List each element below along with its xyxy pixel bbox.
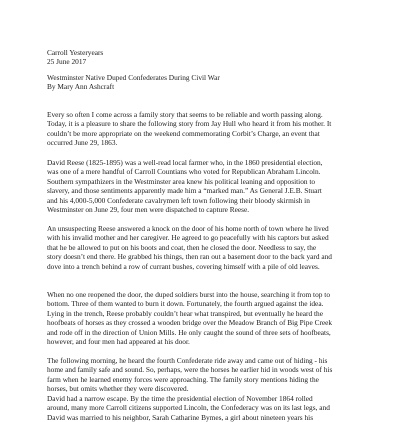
publication-name: Carroll Yesteryears <box>47 48 104 57</box>
paragraph-line: and rode off in the direction of Union Mills. He only caught the sound of three sets of hoofbeats, <box>47 327 331 337</box>
paragraph-line: David Reese (1825-1895) was a well-read local farmer who, in the 1860 presidential election, <box>47 158 323 167</box>
paragraph-line: was one of a mere handful of Carroll Countians who voted for Republican Abraham Lincoln. <box>47 167 321 177</box>
paragraph-line: When no one reopened the door, the duped soldiers burst into the house, searching it from top to <box>47 290 330 299</box>
paragraph-line: that he be allowed to put on his boots and coat, then he closed the door. Needless to say, the <box>47 242 317 252</box>
paragraph-line: hoofbeats of horses as they crossed a wooden bridge over the Meadow Branch of Big Pipe Creek <box>47 318 333 328</box>
publication-date: 25 June 2017 <box>47 57 87 67</box>
paragraph <box>47 224 363 271</box>
article-heading <box>47 73 363 92</box>
paragraph-line: couldn’t be more appropriate on the weekend commemorating Corbit’s Charge, an event that <box>47 128 320 138</box>
paragraph-line: Lying in the trench, Reese probably couldn’t hear what transpired, but eventually he heard the <box>47 308 323 318</box>
paragraph-line: horses, but omits whether they were discovered. <box>47 384 189 394</box>
paragraph-line: David had a narrow escape. By the time the presidential election of November 1864 rolled <box>47 394 313 403</box>
paragraph-line: Southern sympathizers in the Westminster area knew his political leaning and opposition to <box>47 176 316 186</box>
paragraph <box>47 356 363 394</box>
paragraph-line: slavery, and those sentiments apparently made him a “marked man.” As General J.E.B. Stuart <box>47 186 322 196</box>
paragraph <box>47 290 363 346</box>
paragraph-line: story doesn’t end there. He grabbed his things, then ran out a basement door to the back yard and <box>47 252 332 262</box>
paragraph-line: with his invalid mother and her caregiver. He agreed to go peacefully with his captors but asked <box>47 233 329 243</box>
paragraph-line: occurred June 29, 1863. <box>47 138 118 148</box>
paragraph-line: David was married to his neighbor, Sarah Catharine Bymes, a girl about nineteen years his <box>47 412 314 422</box>
paragraph <box>47 158 363 214</box>
document-header <box>47 48 363 67</box>
paragraph-line: The following morning, he heard the fourth Confederate ride away and came out of hiding - his <box>47 356 328 365</box>
paragraph-line: Westminster on June 29, four men were dispatched to capture Reese. <box>47 205 250 215</box>
paragraph <box>47 110 363 148</box>
paragraph-line: however, and four men had appeared at his door. <box>47 337 190 347</box>
article-byline: By Mary Ann Ashcraft <box>47 82 115 92</box>
paragraph-line: bottom. Three of them wanted to burn it down. Fortunately, the fourth argued against the idea. <box>47 299 324 309</box>
paragraph-line: and his 4,000-5,000 Confederate cavalrymen left town following their bloody skirmish in <box>47 195 310 205</box>
paragraph-line: farm when he learned enemy forces were approaching. The family story mentions hiding the <box>47 374 319 384</box>
article-title: Westminster Native Duped Confederates During Civil War <box>47 73 220 82</box>
paragraph <box>47 394 363 422</box>
paragraph-line: home and family safe and sound. So, perhaps, were the horses he earlier hid in woods west of his <box>47 365 333 375</box>
paragraph-line: Every so often I come across a family story that seems to be reliable and worth passing along. <box>47 110 323 119</box>
paragraph-line: Today, it is a pleasure to share the following story from Jay Hull who heard it from his mother. It <box>47 119 332 129</box>
paragraph-line: around, many more Carroll citizens supported Lincoln, the Confederacy was on its last legs, and <box>47 403 330 413</box>
paragraph-line: An unsuspecting Reese answered a knock on the door of his home north of town where he lived <box>47 224 329 233</box>
paragraph-line: dove into a trench behind a row of currant bushes, covering himself with a pile of old leaves. <box>47 261 320 271</box>
